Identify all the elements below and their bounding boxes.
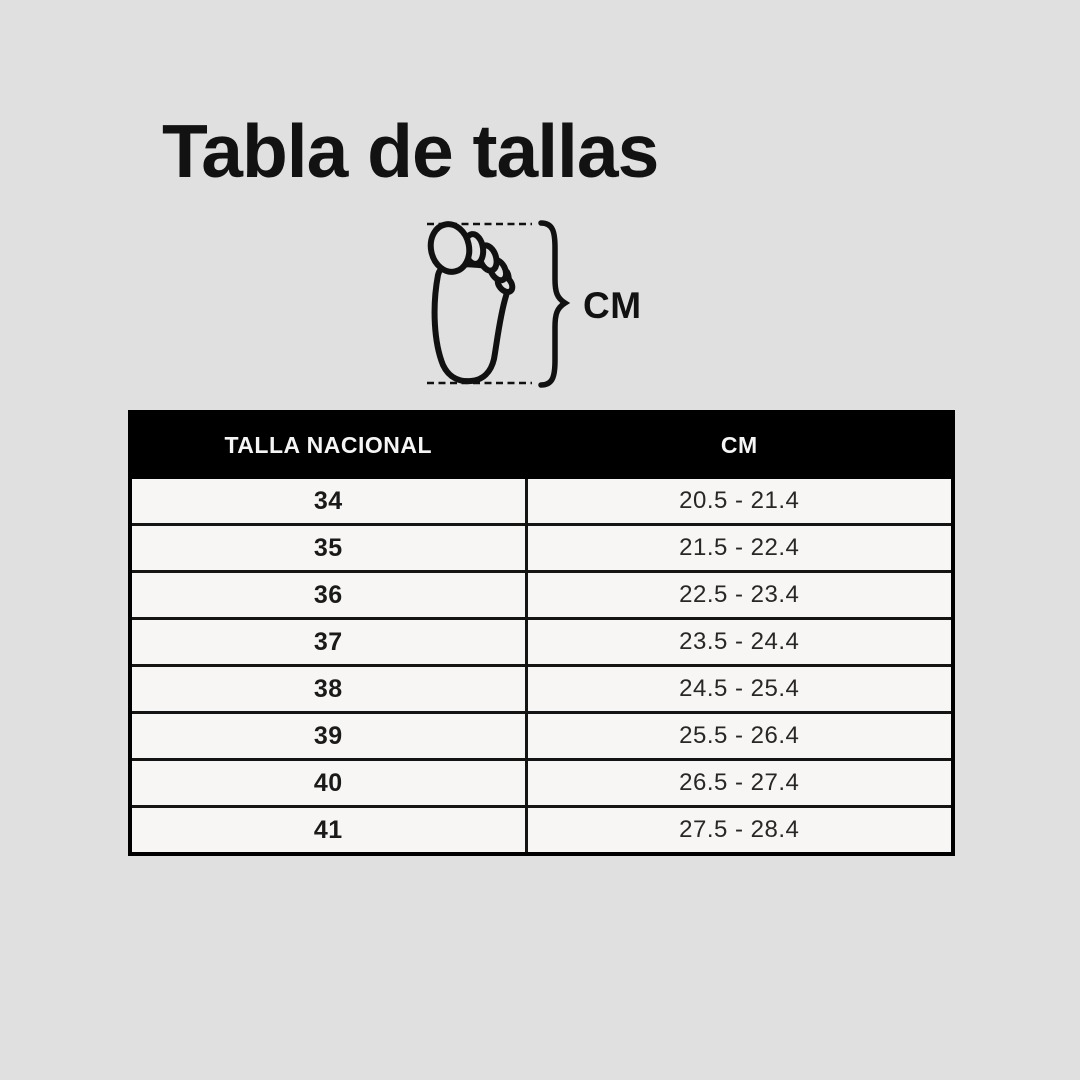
size-cell: 34 — [130, 478, 526, 525]
cm-range-cell: 25.5 - 26.4 — [526, 713, 953, 760]
size-table-body — [130, 478, 953, 855]
column-header-cm: CM — [526, 412, 953, 478]
cm-range-cell: 20.5 - 21.4 — [526, 478, 953, 525]
column-header-talla-nacional: TALLA NACIONAL — [130, 412, 526, 478]
table-row — [130, 760, 953, 807]
cm-range-cell: 23.5 - 24.4 — [526, 619, 953, 666]
table-row — [130, 807, 953, 855]
cm-range-cell: 22.5 - 23.4 — [526, 572, 953, 619]
table-row — [130, 619, 953, 666]
size-cell: 35 — [130, 525, 526, 572]
cm-range-cell: 26.5 - 27.4 — [526, 760, 953, 807]
size-table — [128, 410, 955, 856]
foot-outline-icon — [426, 221, 515, 382]
table-row — [130, 666, 953, 713]
table-row — [130, 525, 953, 572]
size-cell: 37 — [130, 619, 526, 666]
curly-brace-icon — [541, 223, 565, 385]
cm-range-cell: 24.5 - 25.4 — [526, 666, 953, 713]
table-row — [130, 713, 953, 760]
foot-measurement-diagram — [420, 215, 680, 400]
cm-range-cell: 21.5 - 22.4 — [526, 525, 953, 572]
size-cell: 39 — [130, 713, 526, 760]
size-cell: 41 — [130, 807, 526, 855]
size-cell: 36 — [130, 572, 526, 619]
size-cell: 38 — [130, 666, 526, 713]
cm-range-cell: 27.5 - 28.4 — [526, 807, 953, 855]
table-header-row — [130, 412, 953, 478]
unit-label-cm: CM — [583, 285, 642, 326]
table-row — [130, 572, 953, 619]
page-title: Tabla de tallas — [162, 109, 659, 193]
table-row — [130, 478, 953, 525]
size-table-grid — [128, 410, 955, 856]
size-cell: 40 — [130, 760, 526, 807]
